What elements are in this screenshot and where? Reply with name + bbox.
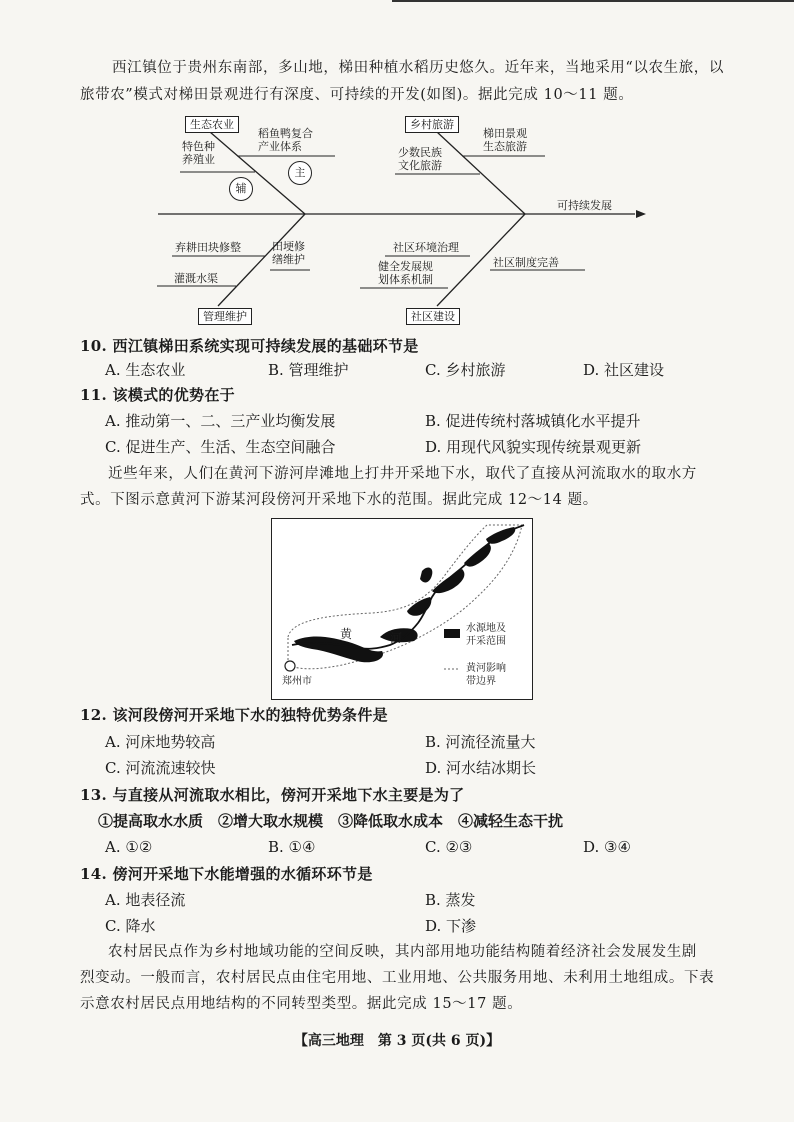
page-footer: 【高三地理 第 3 页(共 6 页)】 (293, 1033, 501, 1049)
map-legend-boundary-1: 黄河影响 (466, 663, 506, 674)
q13-option-c[interactable]: C. ②③ (425, 838, 473, 856)
label-minzu-2: 文化旅游 (398, 159, 442, 172)
label-guangai: 灌溉水渠 (174, 272, 218, 285)
q14-option-d[interactable]: D. 下渗 (425, 917, 477, 935)
label-tiange-2: 缮维护 (272, 253, 305, 266)
circle-main: 主 (288, 161, 312, 185)
map-legend-water-source-1: 水源地及 (466, 623, 506, 634)
label-minzu-1: 少数民族 (398, 146, 442, 159)
q11-option-d[interactable]: D. 用现代风貌实现传统景观更新 (425, 438, 642, 456)
q11-option-c[interactable]: C. 促进生产、生活、生态空间融合 (105, 438, 336, 456)
intro2-line2: 式。下图示意黄河下游某河段傍河开采地下水的范围。据此完成 12～14 题。 (80, 492, 598, 508)
q12-option-a[interactable]: A. 河床地势较高 (105, 733, 216, 751)
q12-stem: 12. 该河段傍河开采地下水的独特优势条件是 (80, 706, 388, 724)
q11-option-b[interactable]: B. 促进传统村落城镇化水平提升 (425, 412, 641, 430)
q10-option-d[interactable]: D. 社区建设 (583, 361, 665, 379)
q13-stem: 13. 与直接从河流取水相比，傍河开采地下水主要是为了 (80, 786, 465, 804)
q14-option-b[interactable]: B. 蒸发 (425, 891, 476, 909)
q11-option-a[interactable]: A. 推动第一、二、三产业均衡发展 (105, 412, 336, 430)
label-sustainable: 可持续发展 (557, 199, 612, 212)
fishbone-diagram (0, 110, 794, 330)
map-label-zhengzhou: 郑州市 (282, 676, 312, 687)
map-label-huang: 黄 (340, 627, 353, 641)
intro1-line2: 旅带农”模式对梯田景观进行有深度、可持续的开发(如图)。据此完成 10～11 题。 (80, 87, 634, 103)
q12-option-d[interactable]: D. 河水结冰期长 (425, 759, 537, 777)
q13-items: ①提高取水水质 ②增大取水规模 ③降低取水成本 ④减轻生态干扰 (98, 812, 564, 830)
q12-option-b[interactable]: B. 河流径流量大 (425, 733, 536, 751)
label-jianquan (378, 260, 433, 286)
q10-option-a[interactable]: A. 生态农业 (105, 361, 186, 379)
map-label-he: 河 (390, 631, 403, 645)
yellow-river-map (271, 518, 533, 700)
label-tese (182, 140, 215, 166)
intro1-line1: 西江镇位于贵州东南部，多山地，梯田种植水稻历史悠久。近年来，当地采用“以农生旅，以 (112, 60, 725, 76)
box-rural-tourism: 乡村旅游 (405, 116, 459, 133)
label-qigeng: 弃耕田块修整 (175, 241, 241, 254)
box-eco-agriculture: 生态农业 (185, 116, 239, 133)
label-daoyuya (258, 127, 313, 153)
label-tiange (272, 240, 305, 266)
map-legend-water-source-2: 开采范围 (466, 636, 506, 647)
intro2-line1: 近些年来，人们在黄河下游河岸滩地上打井开采地下水，取代了直接从河流取水的取水方 (108, 466, 697, 482)
label-community-env: 社区环境治理 (393, 241, 459, 254)
q12-option-c[interactable]: C. 河流流速较快 (105, 759, 216, 777)
label-daoyuya-2: 产业体系 (258, 140, 302, 153)
intro3-line1: 农村居民点作为乡村地域功能的空间反映，其内部用地功能结构随着经济社会发展发生剧 (108, 944, 697, 960)
label-tese-2: 养殖业 (182, 153, 215, 166)
intro3-line2: 烈变动。一般而言，农村居民点由住宅用地、工业用地、公共服务用地、未利用土地组成。下表 (80, 970, 715, 986)
map-legend-water-source (466, 622, 506, 648)
q14-option-a[interactable]: A. 地表径流 (105, 891, 186, 909)
label-minzu (398, 146, 442, 172)
q13-option-b[interactable]: B. ①④ (268, 838, 316, 856)
q14-option-c[interactable]: C. 降水 (105, 917, 156, 935)
q11-stem: 11. 该模式的优势在于 (80, 386, 235, 404)
label-tese-1: 特色种 (182, 140, 215, 153)
intro3-line3: 示意农村居民点用地结构的不同转型类型。据此完成 15～17 题。 (80, 996, 523, 1012)
label-tiange-1: 田埂修 (272, 240, 305, 253)
label-jianquan-1: 健全发展规 (378, 260, 433, 273)
label-titian-1: 梯田景观 (483, 127, 527, 140)
q13-option-d[interactable]: D. ③④ (583, 838, 631, 856)
q10-stem: 10. 西江镇梯田系统实现可持续发展的基础环节是 (80, 337, 419, 355)
fishbone-lines (0, 110, 794, 330)
label-community-sys: 社区制度完善 (493, 256, 559, 269)
label-jianquan-2: 划体系机制 (378, 273, 433, 286)
label-daoyuya-1: 稻鱼鸭复合 (258, 127, 313, 140)
map-legend-boundary-2: 带边界 (466, 676, 496, 687)
circle-auxiliary: 辅 (229, 177, 253, 201)
box-community: 社区建设 (406, 308, 460, 325)
label-titian-2: 生态旅游 (483, 140, 527, 153)
box-management: 管理维护 (198, 308, 252, 325)
q10-option-b[interactable]: B. 管理维护 (268, 361, 349, 379)
top-rule (392, 0, 794, 2)
q14-stem: 14. 傍河开采地下水能增强的水循环环节是 (80, 865, 373, 883)
q10-option-c[interactable]: C. 乡村旅游 (425, 361, 506, 379)
q13-option-a[interactable]: A. ①② (105, 838, 153, 856)
map-legend-boundary (466, 662, 506, 688)
label-titian (483, 127, 527, 153)
